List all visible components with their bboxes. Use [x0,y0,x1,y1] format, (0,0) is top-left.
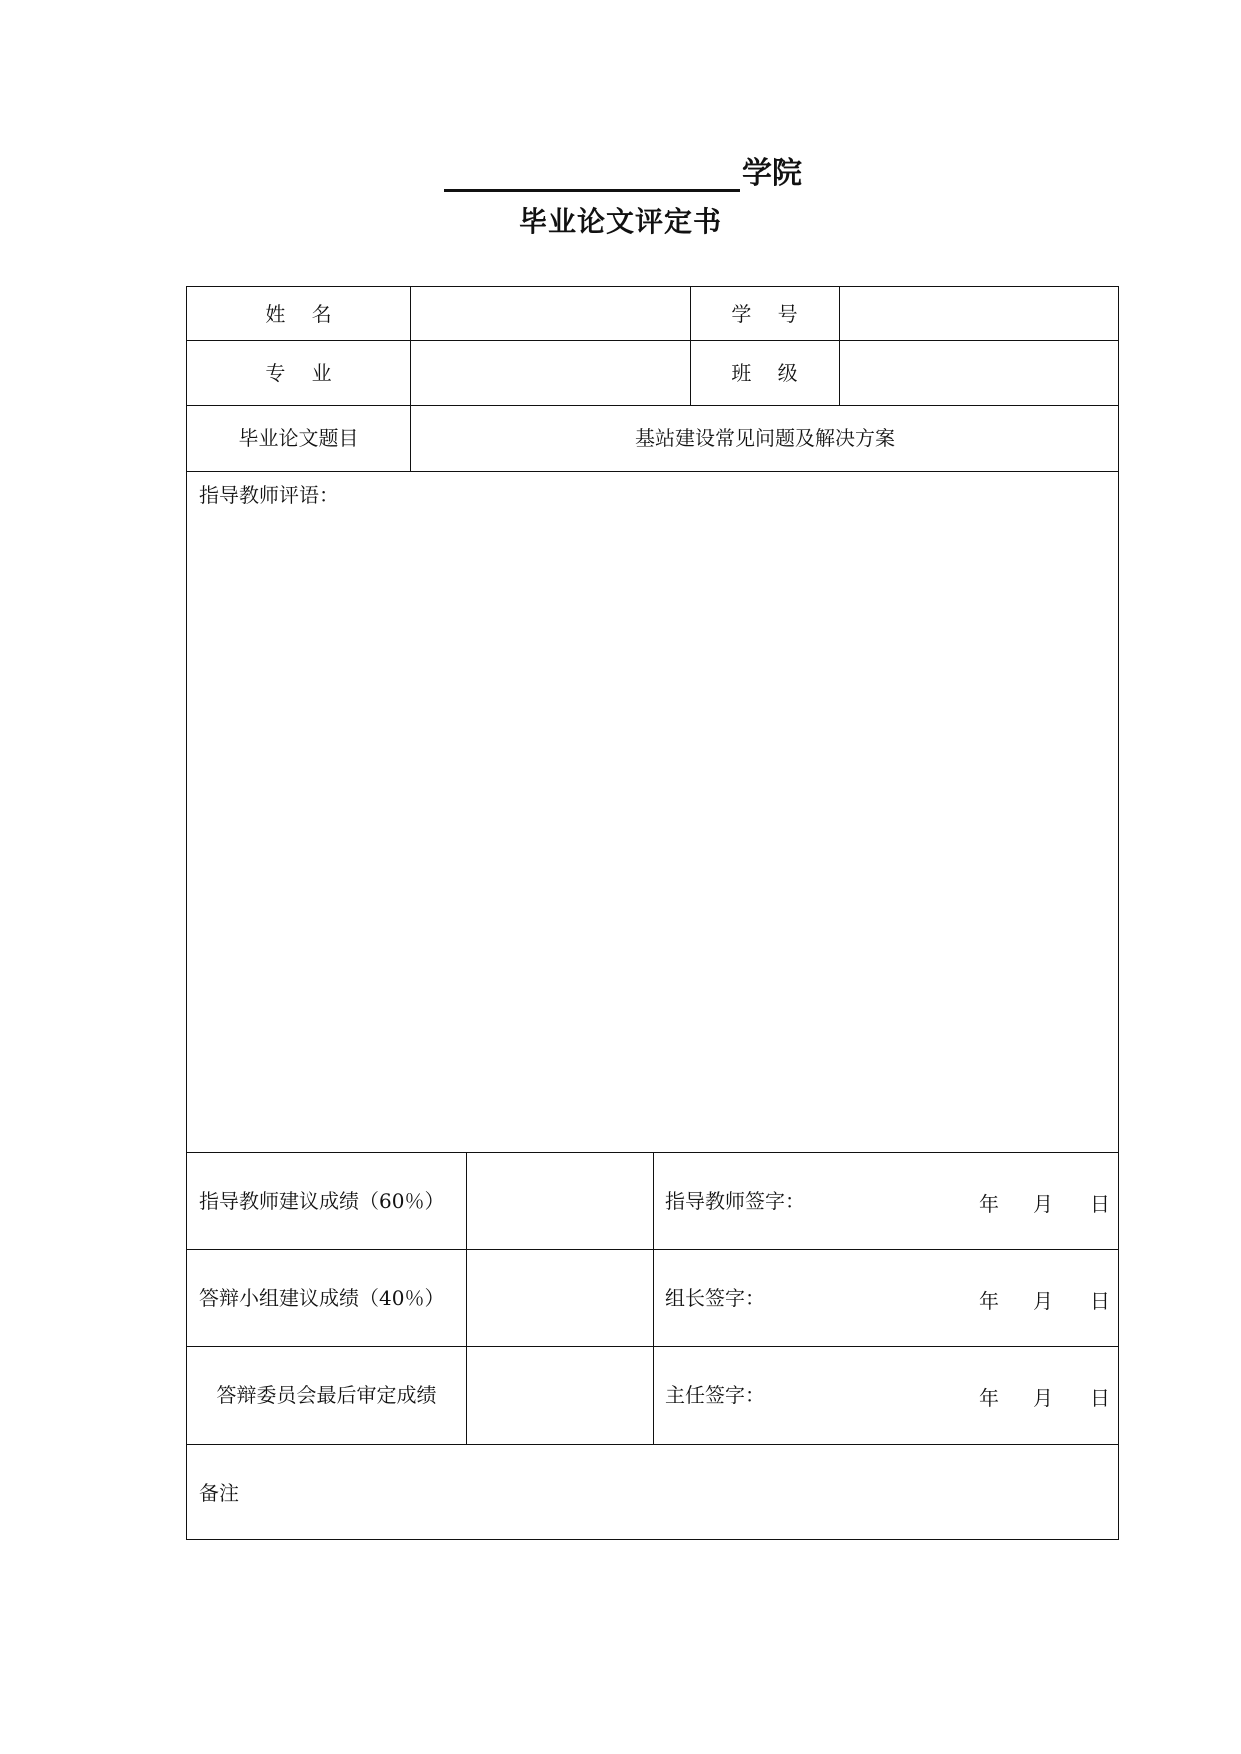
remarks-field[interactable] [307,1444,1120,1541]
date-day: 日 [1090,1289,1110,1313]
advisor-comment-area[interactable] [187,515,1120,1152]
class-label: 班 级 [731,360,808,385]
student-id-label: 学 号 [731,301,808,326]
thesis-title-label: 毕业论文题目 [238,426,359,450]
date-year: 年 [979,1386,999,1410]
student-id-label-cell [690,287,839,340]
defense-group-grade-field[interactable] [466,1249,653,1346]
name-label-cell [187,287,410,340]
page-title: 毕业论文评定书 [518,205,722,238]
class-field[interactable] [839,340,1120,405]
remarks-label: 备注 [199,1480,239,1505]
advisor-grade-field[interactable] [466,1152,653,1249]
advisor-comment-label: 指导教师评语： [199,483,339,507]
college-suffix: 学院 [742,156,802,191]
evaluation-form-table [186,286,1119,1540]
major-label: 专 业 [265,360,342,385]
class-label-cell [690,340,839,405]
advisor-signature-label: 指导教师签字： [665,1188,805,1213]
date-day: 日 [1090,1386,1110,1410]
group-leader-signature-label: 组长签字： [665,1285,765,1310]
date-year: 年 [979,1192,999,1216]
date-year: 年 [979,1289,999,1313]
committee-final-grade-field[interactable] [466,1346,653,1444]
college-name-blank[interactable] [444,143,740,192]
name-label: 姓 名 [265,301,342,326]
thesis-title-field[interactable]: 基站建设常见问题及解决方案 [635,426,895,450]
major-label-cell [187,340,410,405]
director-signature-label: 主任签字： [665,1383,765,1407]
date-month: 月 [1033,1289,1053,1313]
student-id-field[interactable] [839,287,1120,340]
name-field[interactable] [410,287,690,340]
advisor-grade-label: 指导教师建议成绩（60％） [199,1188,445,1213]
major-field[interactable] [410,340,690,405]
date-month: 月 [1033,1192,1053,1216]
defense-group-grade-label: 答辩小组建议成绩（40％） [199,1285,445,1310]
committee-final-grade-label: 答辩委员会最后审定成绩 [216,1383,437,1407]
date-day: 日 [1090,1192,1110,1216]
date-month: 月 [1033,1386,1053,1410]
row-divider [187,471,1118,472]
